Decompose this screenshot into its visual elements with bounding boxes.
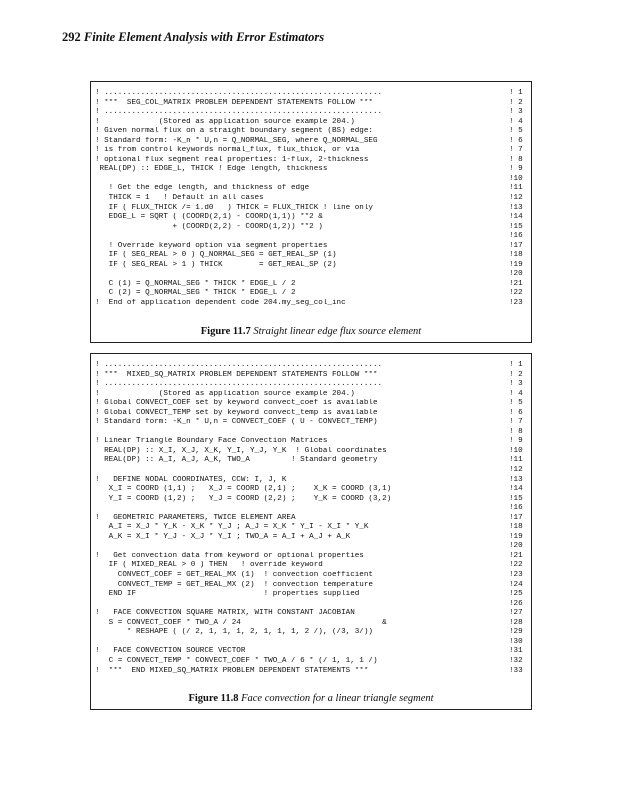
code-line: [91, 242, 531, 252]
code-text: ! Override keyword option via segment properties: [95, 241, 328, 250]
line-number: !25: [509, 590, 523, 599]
line-number: !12: [509, 466, 523, 475]
code-text: ! GEOMETRIC PARAMETERS, TWICE ELEMENT AREA: [95, 513, 296, 522]
page-header: [62, 30, 324, 45]
code-line: [91, 561, 531, 571]
code-text: REAL(DP) :: X_I, X_J, X_K, Y_I, Y_J, Y_K ! Global coordinates: [95, 446, 387, 455]
line-number: ! 5: [509, 399, 523, 408]
line-number: !16: [509, 504, 523, 513]
line-number: !23: [509, 299, 523, 308]
code-text: ! *** END MIXED_SQ_MATRIX PROBLEM DEPENDENT STATEMENTS ***: [95, 666, 369, 675]
code-text: ! .............................................................: [95, 380, 383, 389]
code-text: ! is from control keywords normal_flux, flux_thick, or via: [95, 146, 360, 155]
page-number: 292: [62, 30, 81, 44]
code-text: REAL(DP) :: A_I, A_J, A_K, TWO_A ! Standard geometry: [95, 456, 378, 465]
line-number: !20: [509, 270, 523, 279]
code-text: END IF ! properties supplied: [95, 590, 360, 599]
code-line: [91, 289, 531, 299]
code-text: IF ( SEG_REAL > 0 ) Q_NORMAL_SEG = GET_REAL_SP (1): [95, 251, 337, 260]
code-text: CONVECT_TEMP = GET_REAL_MX (2) ! convection temperature: [95, 580, 373, 589]
line-number: !30: [509, 637, 523, 646]
line-number: !20: [509, 542, 523, 551]
line-number: !22: [509, 561, 523, 570]
code-line: [91, 108, 531, 118]
code-listing: [91, 361, 531, 676]
code-text: ! Global CONVECT_TEMP set by keyword convect_temp is available: [95, 408, 378, 417]
line-number: ! 3: [509, 108, 523, 117]
code-text: ! *** MIXED_SQ_MATRIX PROBLEM DEPENDENT STATEMENTS FOLLOW ***: [95, 370, 378, 379]
code-text: S = CONVECT_COEF * TWO_A / 24 &: [95, 618, 387, 627]
code-line: [91, 146, 531, 156]
line-number: !32: [509, 656, 523, 665]
code-line: [91, 89, 531, 99]
code-text: ! optional flux segment real properties: 1-flux, 2-thickness: [95, 155, 369, 164]
code-text: ! (Stored as application source example 204.): [95, 117, 355, 126]
code-text: ! Linear Triangle Boundary Face Convection Matrices: [95, 437, 328, 446]
code-line: [91, 299, 531, 309]
code-line: [91, 552, 531, 562]
line-number: ! 1: [509, 361, 523, 369]
line-number: !10: [509, 446, 523, 455]
figure-caption-text: Face convection for a linear triangle segment: [241, 693, 434, 704]
line-number: ! 1: [509, 89, 523, 97]
line-number: ! 2: [509, 370, 523, 379]
line-number: !24: [509, 580, 523, 589]
line-number: !13: [509, 475, 523, 484]
line-number: !13: [509, 203, 523, 212]
code-text: CONVECT_COEF = GET_REAL_MX (1) ! convection coefficient: [95, 571, 373, 580]
code-text: A_I = X_J * Y_K - X_K * Y_J ; A_J = X_K * Y_I - X_I * Y_K: [95, 523, 369, 532]
code-line: [91, 581, 531, 591]
code-line: [91, 437, 531, 447]
figure-caption: [91, 693, 531, 704]
line-number: !21: [509, 279, 523, 288]
code-line: [91, 590, 531, 600]
code-text: ! Global CONVECT_COEF set by keyword convect_coef is available: [95, 399, 378, 408]
line-number: !31: [509, 647, 523, 656]
code-text: ! .............................................................: [95, 89, 383, 97]
code-line: [91, 456, 531, 466]
figure-11-8-box: [90, 353, 532, 710]
line-number: !26: [509, 599, 523, 608]
line-number: !17: [509, 241, 523, 250]
code-line: [91, 409, 531, 419]
line-number: !12: [509, 194, 523, 203]
code-line: [91, 261, 531, 271]
code-text: ! FACE CONVECTION SQUARE MATRIX, WITH CONSTANT JACOBIAN: [95, 609, 355, 618]
line-number: !14: [509, 213, 523, 222]
figure-label: Figure 11.7: [200, 326, 251, 337]
code-text: IF ( MIXED_REAL > 0 ) THEN ! override keyword: [95, 561, 323, 570]
line-number: !10: [509, 174, 523, 183]
book-title: Finite Element Analysis with Error Estimators: [83, 30, 325, 44]
code-listing: [91, 89, 531, 309]
line-number: !17: [509, 513, 523, 522]
code-text: + (COORD(2,2) - COORD(1,2)) **2 ): [95, 222, 323, 231]
code-line: [91, 504, 531, 514]
figure-11-7-box: [90, 81, 532, 343]
code-line: [91, 213, 531, 223]
code-line: [91, 657, 531, 667]
code-text: REAL(DP) :: EDGE_L, THICK ! Edge length, thickness: [95, 165, 328, 174]
code-line: [91, 137, 531, 147]
line-number: ! 8: [509, 427, 523, 436]
code-text: EDGE_L = SQRT ( (COORD(2,1) - COORD(1,1)) **2 &: [95, 213, 323, 222]
code-line: [91, 194, 531, 204]
line-number: ! 2: [509, 98, 523, 107]
line-number: !19: [509, 260, 523, 269]
line-number: !11: [509, 184, 523, 193]
code-line: [91, 447, 531, 457]
code-line: [91, 270, 531, 280]
code-text: ! DEFINE NODAL COORDINATES, CCW: I, J, K: [95, 475, 287, 484]
code-line: [91, 609, 531, 619]
code-line: [91, 175, 531, 185]
code-line: [91, 533, 531, 543]
figure-caption-text: Straight linear edge flux source element: [253, 326, 422, 337]
code-text: ! Standard form: -K_n * U,n = Q_NORMAL_SEG, where Q_NORMAL_SEG: [95, 136, 378, 145]
line-number: !23: [509, 571, 523, 580]
code-line: [91, 399, 531, 409]
line-number: !11: [509, 456, 523, 465]
code-line: [91, 280, 531, 290]
code-line: [91, 232, 531, 242]
line-number: !16: [509, 232, 523, 241]
code-text: X_I = COORD (1,1) ; X_J = COORD (2,1) ; X_K = COORD (3,1): [95, 485, 392, 494]
code-text: ! .............................................................: [95, 108, 383, 117]
code-line: [91, 428, 531, 438]
code-line: [91, 466, 531, 476]
code-line: [91, 184, 531, 194]
code-text: ! .............................................................: [95, 361, 383, 369]
line-number: ! 7: [509, 146, 523, 155]
code-line: [91, 361, 531, 371]
line-number: !15: [509, 222, 523, 231]
line-number: ! 9: [509, 165, 523, 174]
line-number: ! 4: [509, 389, 523, 398]
line-number: ! 9: [509, 437, 523, 446]
code-line: [91, 204, 531, 214]
line-number: !15: [509, 494, 523, 503]
code-line: [91, 476, 531, 486]
line-number: !21: [509, 551, 523, 560]
code-line: [91, 667, 531, 677]
code-text: C (2) = Q_NORMAL_SEG * THICK * EDGE_L / 2: [95, 289, 296, 298]
code-text: ! *** SEG_COL_MATRIX PROBLEM DEPENDENT STATEMENTS FOLLOW ***: [95, 98, 373, 107]
line-number: ! 6: [509, 408, 523, 417]
line-number: ! 4: [509, 117, 523, 126]
figure-label: Figure 11.8: [188, 693, 239, 704]
line-number: !19: [509, 532, 523, 541]
code-line: [91, 485, 531, 495]
code-line: [91, 380, 531, 390]
code-line: [91, 523, 531, 533]
code-line: [91, 571, 531, 581]
line-number: !27: [509, 609, 523, 618]
line-number: !18: [509, 523, 523, 532]
code-text: ! Standard form: -K_n * U,n = CONVECT_COEF ( U - CONVECT_TEMP): [95, 418, 378, 427]
code-line: [91, 99, 531, 109]
figure-caption: [91, 326, 531, 337]
code-line: [91, 223, 531, 233]
code-text: ! Given normal flux on a straight boundary segment (BS) edge:: [95, 127, 373, 136]
code-line: [91, 514, 531, 524]
line-number: ! 8: [509, 155, 523, 164]
line-number: ! 6: [509, 136, 523, 145]
line-number: ! 7: [509, 418, 523, 427]
code-line: [91, 600, 531, 610]
line-number: !28: [509, 618, 523, 627]
code-line: [91, 418, 531, 428]
code-line: [91, 127, 531, 137]
code-text: IF ( FLUX_THICK /= 1.d0 ) THICK = FLUX_THICK ! line only: [95, 203, 373, 212]
code-text: C (1) = Q_NORMAL_SEG * THICK * EDGE_L / 2: [95, 279, 296, 288]
line-number: !29: [509, 628, 523, 637]
code-text: Y_I = COORD (1,2) ; Y_J = COORD (2,2) ; Y_K = COORD (3,2): [95, 494, 392, 503]
code-line: [91, 628, 531, 638]
code-line: [91, 542, 531, 552]
code-text: ! End of application dependent code 204.my_seg_col_inc: [95, 299, 346, 308]
line-number: !14: [509, 485, 523, 494]
code-line: [91, 390, 531, 400]
code-line: [91, 156, 531, 166]
code-line: [91, 118, 531, 128]
code-text: ! Get convection data from keyword or optional properties: [95, 551, 364, 560]
line-number: ! 5: [509, 127, 523, 136]
line-number: !18: [509, 251, 523, 260]
line-number: ! 3: [509, 380, 523, 389]
code-text: ! (Stored as application source example 204.): [95, 389, 355, 398]
code-text: * RESHAPE ( (/ 2, 1, 1, 1, 2, 1, 1, 1, 2 /), (/3, 3/)): [95, 628, 373, 637]
code-text: ! FACE CONVECTION SOURCE VECTOR: [95, 647, 246, 656]
line-number: !22: [509, 289, 523, 298]
code-line: [91, 371, 531, 381]
line-number: !33: [509, 666, 523, 675]
code-text: THICK = 1 ! Default in all cases: [95, 194, 264, 203]
code-text: A_K = X_I * Y_J - X_J * Y_I ; TWO_A = A_I + A_J + A_K: [95, 532, 351, 541]
code-text: ! Get the edge length, and thickness of edge: [95, 184, 310, 193]
code-line: [91, 619, 531, 629]
code-line: [91, 495, 531, 505]
code-line: [91, 638, 531, 648]
code-line: [91, 251, 531, 261]
code-text: C = CONVECT_TEMP * CONVECT_COEF * TWO_A / 6 * (/ 1, 1, 1 /): [95, 656, 378, 665]
code-line: [91, 165, 531, 175]
code-text: IF ( SEG_REAL > 1 ) THICK = GET_REAL_SP (2): [95, 260, 337, 269]
code-line: [91, 647, 531, 657]
